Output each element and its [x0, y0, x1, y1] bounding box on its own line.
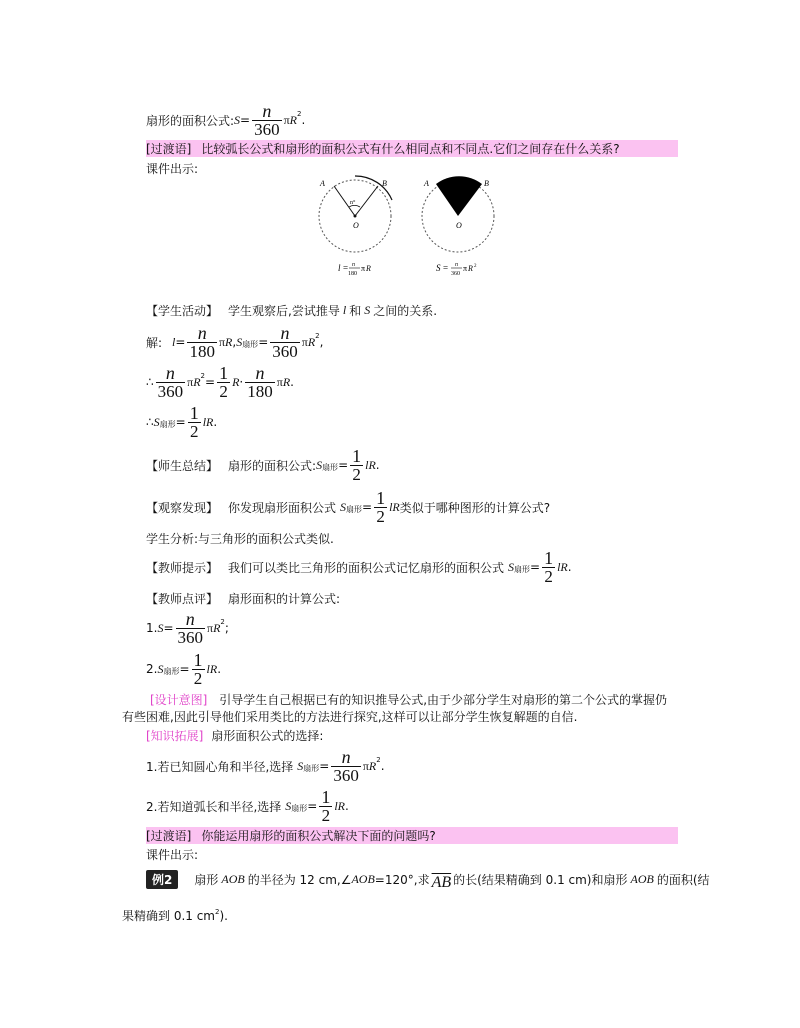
var-S: S [340, 499, 347, 514]
text: 学生观察后,尝试推导 [228, 304, 340, 318]
fraction-half [542, 549, 555, 585]
text: 你发现扇形面积公式 [228, 500, 337, 515]
numerator: n [280, 323, 290, 343]
semicolon: ; [224, 621, 229, 635]
therefore: ∴ [146, 375, 154, 389]
therefore: ∴ [146, 415, 154, 429]
choice-1 [146, 748, 385, 784]
subscript: 扇形 [322, 462, 339, 472]
period: . [567, 560, 572, 574]
var-aob: AOB [221, 871, 245, 886]
var-S: S [364, 303, 371, 317]
text: 我们可以类比三角形的面积公式记忆扇形的面积公式 [228, 560, 505, 575]
equals: = [163, 621, 174, 635]
period: . [213, 415, 218, 429]
denominator: 2 [321, 806, 331, 825]
denominator: 360 [254, 120, 280, 139]
left-formula-eq: = [343, 263, 349, 273]
courseware-label: 课件出示: [146, 848, 199, 862]
denominator: 180 [247, 382, 273, 401]
var-R: R [225, 334, 233, 349]
left-point-b: B [382, 179, 387, 188]
courseware-line-2 [146, 846, 198, 863]
var-S: S [316, 457, 323, 472]
text: 2.若知道弧长和半径,选择 [146, 799, 282, 814]
var-R: R [282, 374, 291, 389]
transition-tag: [过渡语] [146, 142, 192, 156]
right-formula-s: S [436, 263, 441, 273]
fraction-half [350, 447, 363, 483]
equals: = [179, 662, 190, 676]
text: 的面积(结 [656, 872, 710, 887]
left-formula-pi: π [361, 264, 366, 273]
var-S: S [285, 798, 292, 813]
formula-1 [146, 610, 229, 646]
pi: π [218, 334, 226, 349]
equals: = [307, 799, 318, 813]
student-analysis [146, 530, 334, 546]
denominator: 360 [157, 382, 184, 401]
tag: 【教师提示】 [146, 560, 219, 575]
example-badge: 例2 [146, 870, 178, 889]
text: 类似于哪种图形的计算公式? [399, 500, 551, 515]
var-S: S [234, 112, 241, 127]
circle-diagrams [312, 172, 502, 282]
right-sector [436, 176, 482, 216]
teacher-comment [146, 590, 340, 606]
left-formula-l: l [338, 263, 341, 273]
denominator: 2 [219, 382, 228, 401]
right-formula-pi: π [463, 264, 468, 273]
right-point-a: A [424, 179, 429, 188]
courseware-line-1 [146, 160, 198, 177]
design-intent-line-1 [122, 692, 682, 709]
solution-line-3 [146, 404, 217, 440]
subscript: 扇形 [303, 763, 320, 773]
subscript: 扇形 [163, 666, 180, 676]
teacher-hint [146, 549, 572, 585]
denominator: 2 [193, 669, 203, 688]
fraction [331, 748, 361, 784]
right-formula-den: 360 [451, 271, 460, 277]
var-R: R [289, 112, 298, 127]
period: . [375, 458, 380, 472]
fraction-half [192, 651, 205, 687]
period: . [290, 375, 294, 389]
numerator: 1 [352, 446, 362, 466]
pi: π [301, 334, 308, 349]
period: . [380, 759, 385, 773]
left-formula-r: R [366, 264, 371, 273]
var-S: S [157, 661, 164, 676]
denominator: 2 [376, 507, 385, 526]
var-l: l [342, 303, 347, 317]
numerator: n [262, 101, 272, 121]
solution-line-1 [146, 324, 323, 360]
var-R: R [307, 334, 316, 349]
right-formula-r: R [468, 264, 473, 273]
var-l: l [172, 334, 176, 349]
sector-area-formula-line [146, 102, 305, 138]
fraction-half [188, 404, 201, 440]
numerator: n [185, 609, 195, 629]
exponent: 2 [200, 372, 206, 380]
pi: π [207, 620, 214, 635]
denominator: 2 [189, 422, 199, 441]
courseware-label: 课件出示: [146, 162, 199, 176]
equals: = [338, 458, 349, 472]
var-lR: lR [557, 559, 568, 574]
var-S: S [297, 758, 304, 773]
fraction-half [217, 364, 230, 400]
left-angle-label: n° [350, 200, 356, 206]
period: . [345, 799, 349, 813]
denominator: 2 [544, 567, 553, 586]
left-formula-num: n [352, 262, 355, 268]
subscript: 扇形 [159, 419, 176, 429]
var-R: R [232, 374, 240, 389]
var-lR: lR [334, 798, 345, 813]
fraction [176, 610, 206, 646]
fraction [245, 364, 275, 400]
fraction [270, 324, 300, 360]
pi: π [283, 112, 290, 127]
text: 果精确到 0.1 cm [122, 909, 216, 923]
pi: π [362, 758, 369, 773]
exponent: 2 [297, 110, 302, 118]
design-intent [122, 692, 682, 726]
denominator: 360 [272, 342, 298, 361]
left-point-o: O [353, 221, 359, 230]
var-S: S [236, 334, 243, 349]
numerator: 1 [193, 650, 203, 670]
arc-ab: $\overline{AB}$ [431, 874, 452, 891]
var-R: R [213, 620, 221, 635]
var-S: S [157, 620, 164, 635]
exponent: 2 [215, 908, 220, 916]
subscript: 扇形 [291, 803, 308, 813]
tag: [知识拓展] [146, 728, 204, 743]
transition-tag: [过渡语] [146, 829, 192, 843]
comma: , [319, 335, 324, 349]
denominator: 2 [352, 465, 361, 484]
numerator: 1 [219, 363, 229, 383]
right-point-b: B [484, 179, 489, 188]
text: 之间的关系. [373, 304, 438, 318]
var-S: S [153, 414, 160, 429]
denominator: 180 [189, 342, 215, 361]
denominator: 360 [333, 766, 359, 785]
left-point-a: A [320, 179, 325, 188]
var-lR: lR [365, 457, 376, 472]
comma: , [232, 335, 237, 349]
exponent: 2 [376, 756, 381, 764]
denominator: 360 [177, 628, 204, 647]
subscript: 扇形 [346, 504, 363, 514]
fraction [187, 324, 217, 360]
subscript: 扇形 [242, 339, 259, 349]
numerator: n [165, 363, 175, 383]
equals: = [240, 113, 251, 127]
tag: 【师生总结】 [146, 458, 219, 473]
tag: 【观察发现】 [146, 500, 219, 515]
numerator: n [197, 323, 207, 343]
exponent: 2 [315, 332, 320, 340]
label: 扇形的面积公式: [146, 113, 235, 128]
text: 引导学生自己根据已有的知识推导公式,由于少部分学生对扇形的第二个公式的掌握仍 [219, 693, 668, 707]
period: . [217, 662, 222, 676]
tag: 【学生活动】 [146, 304, 219, 318]
fraction-half [319, 788, 332, 824]
tag: [设计意图] [150, 693, 208, 707]
text: 1.若已知圆心角和半径,选择 [146, 759, 294, 774]
equals: = [362, 500, 373, 514]
fraction-half [374, 489, 387, 525]
transition-text: 你能运用扇形的面积公式解决下面的问题吗? [201, 829, 436, 843]
var-lR: lR [206, 661, 218, 676]
transition-text: 比较弧长公式和扇形的面积公式有什么相同点和不同点.它们之间存在什么关系? [201, 142, 620, 156]
prefix: 2. [146, 662, 158, 676]
var-R: R [368, 758, 377, 773]
period: . [301, 113, 306, 127]
design-intent-line-2: 有些困难,因此引导他们采用类比的方法进行探究,这样可以让部分学生恢复解题的自信. [122, 710, 578, 724]
teacher-summary [146, 447, 380, 483]
left-center [354, 215, 357, 218]
numerator: n [255, 363, 265, 383]
numerator: 1 [189, 403, 199, 423]
formula-2 [146, 651, 221, 687]
choice-2 [146, 788, 349, 824]
dot: · [239, 375, 244, 389]
fraction [156, 364, 186, 400]
var-lR: lR [389, 499, 400, 514]
right-formula-exp: 2 [474, 264, 477, 269]
analysis-text: 学生分析:与三角形的面积公式类似. [146, 531, 334, 546]
text: 的长(结果精确到 0.1 cm)和扇形 [453, 872, 628, 887]
var-R: R [193, 374, 201, 389]
text: 的半径为 12 cm,∠ [247, 872, 352, 887]
var-lR: lR [202, 414, 214, 429]
transition-bar-2 [146, 827, 678, 844]
subscript: 扇形 [514, 564, 531, 574]
equals: = [258, 335, 269, 349]
equals: = [530, 560, 541, 574]
text: 扇形面积的计算公式: [228, 591, 341, 606]
equals: = [205, 375, 216, 389]
sector-figure [312, 172, 502, 282]
exponent: 2 [220, 618, 225, 626]
numerator: 1 [376, 488, 386, 508]
numerator: 1 [544, 548, 554, 568]
var-S: S [508, 559, 515, 574]
example-2-line-2 [122, 907, 228, 924]
student-activity [146, 302, 437, 319]
pi: π [276, 374, 283, 389]
observation [146, 489, 550, 525]
solution-line-2 [146, 364, 294, 400]
text: ). [219, 909, 228, 923]
right-point-o: O [456, 221, 462, 230]
solution-label: 解: [146, 335, 163, 350]
numerator: n [341, 747, 351, 767]
knowledge-extension [146, 727, 323, 743]
var-aob: AOB [351, 871, 375, 886]
and: 和 [349, 304, 362, 318]
tag: 【教师点评】 [146, 591, 219, 606]
pi: π [187, 374, 194, 389]
prefix: 1. [146, 621, 158, 635]
numerator: 1 [321, 787, 331, 807]
label: 扇形的面积公式: [228, 458, 317, 473]
text: 扇形 [194, 872, 219, 887]
example-2-line-1 [146, 865, 710, 893]
transition-bar-1 [146, 140, 678, 157]
text: 扇形面积公式的选择: [211, 728, 324, 743]
text: =120°,求 [374, 872, 430, 887]
fraction [252, 102, 282, 138]
equals: = [175, 335, 186, 349]
left-formula-den: 180 [348, 271, 357, 277]
equals: = [175, 415, 186, 429]
right-formula-num: n [455, 262, 458, 268]
left-radius-b [355, 186, 378, 216]
right-formula-eq: = [443, 263, 449, 273]
var-aob: AOB [630, 871, 654, 886]
equals: = [319, 759, 330, 773]
